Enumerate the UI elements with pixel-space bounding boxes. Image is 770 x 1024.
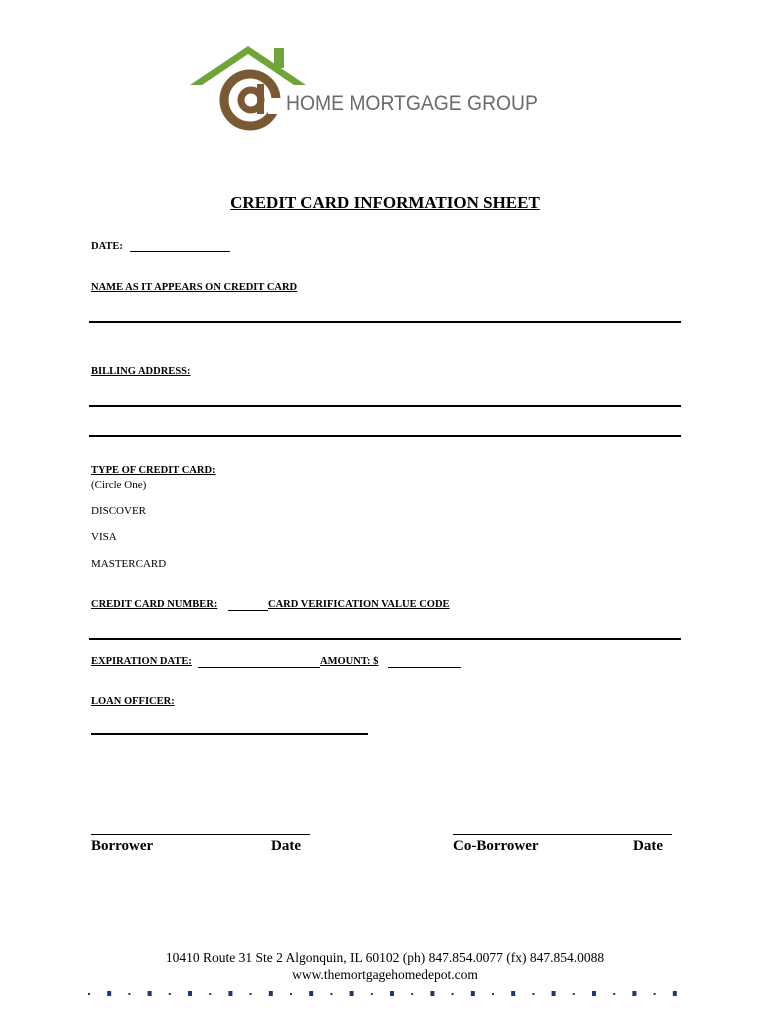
- border-dot: [573, 993, 575, 995]
- border-dot: [169, 993, 171, 995]
- border-dot: [290, 993, 292, 995]
- at-sign-icon: [224, 74, 282, 126]
- borrower-signature-line[interactable]: [91, 834, 310, 835]
- border-dot: [532, 993, 534, 995]
- footer-website: www.themortgagehomedepot.com: [292, 967, 478, 982]
- border-dot: [128, 993, 130, 995]
- co-borrower-signature-line[interactable]: [453, 834, 672, 835]
- border-dot: [107, 991, 111, 996]
- border-dot: [673, 991, 677, 996]
- loan-officer-label: LOAN OFFICER:: [91, 696, 175, 707]
- border-dot: [632, 991, 636, 996]
- border-dot: [592, 991, 596, 996]
- card-type-mastercard[interactable]: MASTERCARD: [91, 558, 167, 570]
- house-chimney-icon: [274, 48, 284, 68]
- border-dot: [350, 991, 354, 996]
- card-type-label: TYPE OF CREDIT CARD:: [91, 465, 216, 476]
- co-borrower-label: Co-Borrower: [453, 838, 539, 854]
- billing-address-label: BILLING ADDRESS:: [91, 366, 191, 377]
- card-type-hint: (Circle One): [91, 479, 147, 491]
- card-number-label: CREDIT CARD NUMBER:: [91, 599, 218, 610]
- card-number-line[interactable]: [89, 638, 681, 640]
- date-line[interactable]: [130, 251, 230, 252]
- decorative-dot-border: [88, 990, 678, 998]
- date-label: DATE:: [91, 241, 123, 252]
- border-dot: [228, 991, 232, 996]
- border-dot: [269, 991, 273, 996]
- border-dot: [552, 991, 556, 996]
- logo-text: HOME MORTGAGE GROUP: [286, 92, 538, 115]
- border-dot: [88, 993, 90, 995]
- border-dot: [452, 993, 454, 995]
- border-dot: [371, 993, 373, 995]
- name-label: NAME AS IT APPEARS ON CREDIT CARD: [91, 282, 298, 293]
- border-dot: [209, 993, 211, 995]
- amount-line[interactable]: [388, 667, 461, 668]
- border-dot: [411, 993, 413, 995]
- billing-address-line-1[interactable]: [89, 405, 681, 407]
- border-dot: [654, 993, 656, 995]
- border-dot: [471, 991, 475, 996]
- borrower-date-label: Date: [271, 838, 301, 854]
- card-type-visa[interactable]: VISA: [91, 531, 117, 543]
- footer-address: 10410 Route 31 Ste 2 Algonquin, IL 60102 (ph) 847.854.0077 (fx) 847.854.0088: [165, 950, 605, 965]
- border-dot: [148, 991, 152, 996]
- border-dot: [250, 993, 252, 995]
- card-number-underline-gap: [228, 610, 268, 611]
- border-dot: [390, 991, 394, 996]
- expiration-date-line[interactable]: [198, 667, 320, 668]
- co-borrower-date-label: Date: [633, 838, 663, 854]
- border-dot: [430, 991, 434, 996]
- page-title: CREDIT CARD INFORMATION SHEET: [230, 193, 540, 212]
- amount-label: AMOUNT: $: [320, 656, 379, 667]
- name-line[interactable]: [89, 321, 681, 323]
- card-type-discover[interactable]: DISCOVER: [91, 505, 147, 517]
- borrower-label: Borrower: [91, 838, 154, 854]
- border-dot: [613, 993, 615, 995]
- expiration-date-label: EXPIRATION DATE:: [91, 656, 192, 667]
- home-mortgage-group-logo: [186, 40, 546, 140]
- border-dot: [330, 993, 332, 995]
- house-roof-icon: [190, 46, 306, 85]
- border-dot: [309, 991, 313, 996]
- loan-officer-line[interactable]: [91, 733, 368, 735]
- border-dot: [188, 991, 192, 996]
- cvv-label: CARD VERIFICATION VALUE CODE: [268, 599, 450, 610]
- billing-address-line-2[interactable]: [89, 435, 681, 437]
- border-dot: [511, 991, 515, 996]
- border-dot: [492, 993, 494, 995]
